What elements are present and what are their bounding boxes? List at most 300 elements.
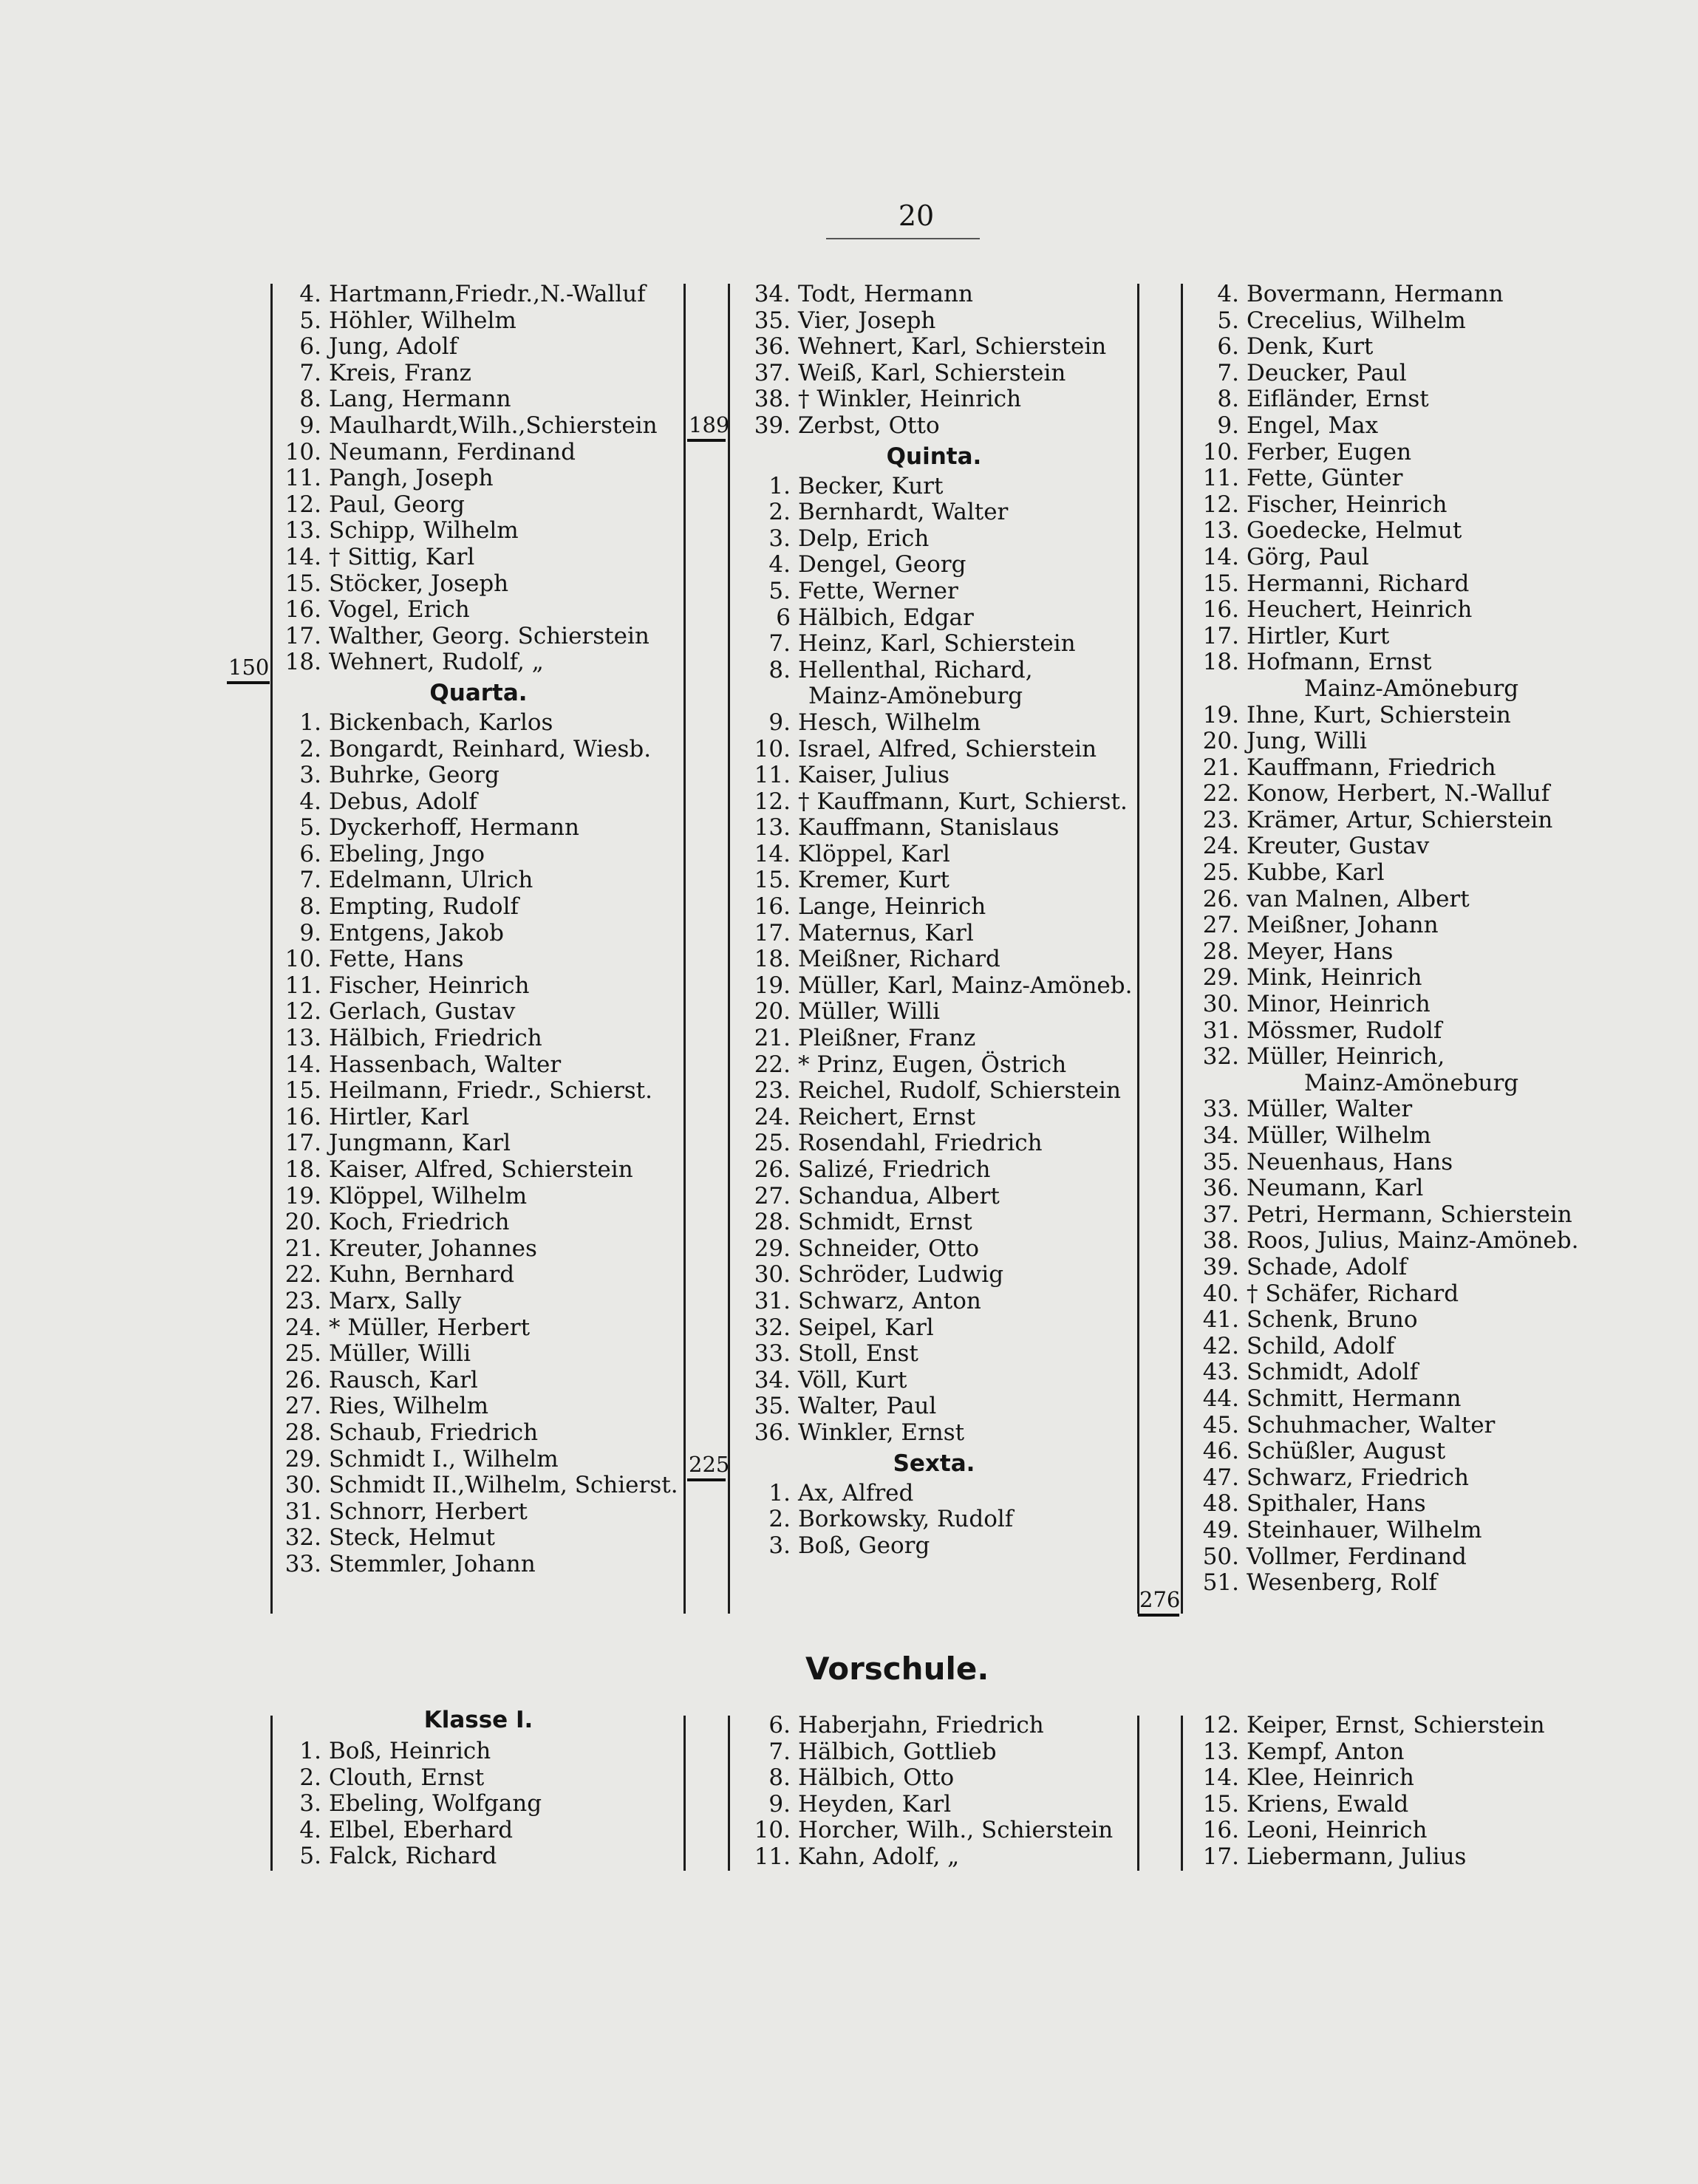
list-item-name: Hellenthal, Richard, — [798, 656, 1033, 683]
list-item — [277, 1473, 680, 1499]
list-item — [734, 499, 1133, 526]
list-item-number: 4. — [1217, 281, 1239, 307]
list-item-name: Dengel, Georg — [798, 551, 966, 579]
list-item — [1187, 386, 1601, 413]
list-item — [1187, 440, 1601, 466]
list-item-number: 18. — [1202, 649, 1239, 676]
list-item — [277, 308, 680, 335]
list-item-name: Falck, Richard — [329, 1843, 497, 1870]
list-item — [734, 413, 1133, 440]
list-item-number: 21. — [1202, 754, 1239, 781]
list-item-number: 5. — [1217, 307, 1239, 334]
list-item-name: Bongardt, Reinhard, Wiesb. — [329, 735, 652, 762]
list-item-number: 9. — [768, 709, 791, 736]
list-item — [734, 579, 1133, 605]
list-item-number: 10. — [284, 946, 321, 973]
list-item — [1187, 1307, 1601, 1334]
student-list-column-1 — [277, 281, 680, 1578]
list-item-number: 21. — [754, 1025, 791, 1052]
list-item — [1187, 755, 1601, 782]
list-item — [1187, 1544, 1601, 1571]
list-item-number: 6. — [1217, 333, 1239, 361]
list-item-name: Hofmann, Ernst — [1247, 649, 1432, 676]
list-item-name: Schade, Adolf — [1247, 1253, 1408, 1280]
list-item-number: 31. — [284, 1498, 321, 1525]
list-item-name: Ihne, Kurt, Schierstein — [1247, 701, 1511, 728]
list-item-name: Petri, Hermann, Schierstein — [1247, 1201, 1572, 1228]
list-item-name: Stoll, Enst — [798, 1340, 918, 1368]
list-item — [734, 921, 1133, 947]
list-item-name: Paul, Georg — [329, 491, 465, 518]
list-item-number: 9. — [768, 1790, 791, 1818]
list-item — [277, 624, 680, 650]
list-item — [277, 973, 680, 1000]
list-item — [1187, 1228, 1601, 1255]
list-item — [734, 281, 1133, 308]
list-item-number: 20. — [1202, 728, 1239, 755]
list-item-name: Schwarz, Anton — [798, 1287, 981, 1314]
list-item — [277, 1052, 680, 1079]
list-item-number: 12. — [284, 491, 321, 518]
column-rule — [270, 284, 273, 1614]
list-item — [1187, 703, 1601, 729]
list-item-number: 18. — [284, 1156, 321, 1183]
list-item-name: Eifländer, Ernst — [1247, 386, 1429, 413]
list-item-number: 48. — [1202, 1490, 1239, 1518]
list-item — [734, 867, 1133, 894]
list-item-name: Walther, Georg. Schierstein — [329, 622, 649, 649]
list-item-number: 12. — [1202, 491, 1239, 518]
list-item-name: Schwarz, Friedrich — [1247, 1464, 1469, 1491]
list-item-name: Schüßler, August — [1247, 1438, 1446, 1465]
list-item-number: 30. — [754, 1261, 791, 1289]
list-item — [734, 973, 1133, 1000]
list-item-number: 22. — [754, 1051, 791, 1078]
list-item-number: 14. — [1202, 543, 1239, 570]
list-item — [1187, 833, 1601, 860]
list-item — [1187, 518, 1601, 545]
list-item — [277, 440, 680, 466]
list-item-number: 14. — [754, 840, 791, 867]
list-item-name: Kempf, Anton — [1247, 1738, 1405, 1765]
list-item-number: 49. — [1202, 1516, 1239, 1543]
list-item — [277, 1289, 680, 1315]
list-item-number: 22. — [284, 1261, 321, 1289]
list-item-number: 1. — [299, 709, 321, 736]
list-item-number: 29. — [1202, 964, 1239, 992]
list-item-number: 19. — [754, 972, 791, 999]
list-item-name: Hermanni, Richard — [1247, 570, 1470, 597]
list-item-name: Minor, Heinrich — [1247, 991, 1431, 1018]
list-item-number: 16. — [284, 596, 321, 624]
list-item-number: 4. — [299, 281, 321, 307]
list-item-number: 24. — [754, 1103, 791, 1130]
list-item — [734, 1393, 1133, 1420]
list-item-number: 30. — [1202, 991, 1239, 1018]
list-item-name: Salizé, Friedrich — [798, 1156, 991, 1183]
list-item — [734, 999, 1133, 1026]
list-item-name: Müller, Willi — [798, 998, 940, 1026]
list-item-number: 51. — [1202, 1569, 1239, 1597]
list-item-number: 17. — [284, 622, 321, 649]
list-item-name: Denk, Kurt — [1247, 333, 1374, 361]
list-item-number: 44. — [1202, 1385, 1239, 1412]
list-item-number: 27. — [284, 1393, 321, 1420]
list-item — [277, 1209, 680, 1236]
list-item — [1187, 1359, 1601, 1386]
list-item-name: † Schäfer, Richard — [1247, 1280, 1459, 1307]
list-item — [277, 571, 680, 598]
list-item-name: Kuhn, Bernhard — [329, 1261, 515, 1289]
list-item-number: 29. — [754, 1235, 791, 1262]
list-item — [1187, 465, 1601, 492]
list-item — [734, 1368, 1133, 1394]
list-item — [734, 1844, 1133, 1871]
list-item — [734, 1236, 1133, 1263]
list-item-name: Neuenhaus, Hans — [1247, 1148, 1453, 1175]
list-item — [1187, 887, 1601, 913]
list-item — [1187, 1491, 1601, 1518]
list-item-number: 5. — [299, 307, 321, 334]
list-item-number: 7. — [299, 867, 321, 894]
list-item-number: 22. — [1202, 780, 1239, 808]
list-item-name: Spithaler, Hans — [1247, 1490, 1426, 1518]
list-item — [277, 710, 680, 737]
section-heading: Quarta. — [429, 679, 528, 706]
list-item — [734, 1481, 1133, 1507]
list-item — [734, 526, 1133, 553]
page-number-rule — [826, 238, 980, 239]
list-item — [734, 631, 1133, 658]
list-item-name: Schneider, Otto — [798, 1235, 980, 1262]
list-item — [734, 1052, 1133, 1079]
list-item-name: Empting, Rudolf — [329, 893, 519, 921]
list-item-number: 25. — [284, 1340, 321, 1368]
list-item-number: 18. — [754, 946, 791, 973]
list-item-number: 41. — [1202, 1306, 1239, 1334]
list-item-number: 29. — [284, 1445, 321, 1473]
list-item-name: Elbel, Eberhard — [329, 1816, 514, 1843]
list-item-number: 12. — [754, 788, 791, 815]
list-item — [277, 1447, 680, 1473]
list-item-name: Crecelius, Wilhelm — [1247, 307, 1466, 334]
list-item-number: 35. — [754, 1393, 791, 1420]
list-item-name: Meißner, Johann — [1247, 912, 1439, 939]
section-heading: Sexta. — [893, 1450, 975, 1477]
list-item — [734, 1341, 1133, 1368]
list-item-number: 35. — [754, 307, 791, 334]
list-item-number: 2. — [768, 499, 791, 526]
list-item-number: 3. — [768, 525, 791, 552]
list-item-number: 4. — [299, 788, 321, 815]
list-item-number: 16. — [754, 893, 791, 921]
list-item-number: 12. — [284, 998, 321, 1026]
list-item-name: Fette, Hans — [329, 946, 464, 973]
list-item-number: 6 — [776, 604, 791, 631]
list-item-number: 36. — [754, 333, 791, 361]
list-item — [277, 413, 680, 440]
list-item-name: Hälbich, Otto — [798, 1764, 955, 1792]
list-item-number: 33. — [1202, 1096, 1239, 1123]
list-item-name: Klee, Heinrich — [1247, 1764, 1414, 1792]
list-item-number: 26. — [284, 1366, 321, 1393]
list-item-name: † Sittig, Karl — [329, 543, 475, 570]
list-item-name: Buhrke, Georg — [329, 762, 499, 789]
list-item-name: Müller, Heinrich, — [1247, 1043, 1445, 1071]
list-item — [277, 867, 680, 894]
list-item-name: Schuhmacher, Walter — [1247, 1411, 1496, 1439]
list-item-name: Fette, Werner — [798, 577, 958, 604]
list-item-number: 18. — [284, 649, 321, 676]
list-item-number: 36. — [754, 1419, 791, 1446]
list-item-number: 3. — [299, 762, 321, 789]
class-total-rule — [687, 439, 726, 442]
list-item-name: Rosendahl, Friedrich — [798, 1130, 1043, 1157]
list-item — [277, 1184, 680, 1210]
list-item-name: Meyer, Hans — [1247, 938, 1394, 965]
list-item — [734, 1078, 1133, 1105]
list-item — [277, 999, 680, 1026]
list-item-number: 6. — [299, 333, 321, 361]
list-item-number: 21. — [284, 1235, 321, 1262]
list-item-number: 14. — [284, 1051, 321, 1078]
list-item-number: 25. — [1202, 859, 1239, 887]
list-item-name: Kahn, Adolf, „ — [798, 1843, 960, 1870]
list-item — [277, 281, 680, 308]
list-item-name: Keiper, Ernst, Schierstein — [1247, 1712, 1545, 1738]
list-item-number: 6. — [299, 840, 321, 867]
list-item-name: Lang, Hermann — [329, 386, 511, 413]
list-item-name: Roos, Julius, Mainz-Amöneb. — [1247, 1227, 1579, 1255]
list-item-number: 17. — [284, 1130, 321, 1157]
list-item-number: 13. — [284, 1025, 321, 1052]
list-item-name: Kremer, Kurt — [798, 867, 949, 894]
list-item — [277, 1368, 680, 1394]
list-item — [1187, 1018, 1601, 1045]
list-item — [1187, 1765, 1601, 1792]
list-item — [277, 737, 680, 763]
list-item — [734, 1713, 1133, 1739]
list-item — [1187, 808, 1601, 834]
list-item-name: Neumann, Karl — [1247, 1175, 1424, 1202]
list-item — [1187, 1150, 1601, 1176]
list-item — [1187, 597, 1601, 624]
list-item — [277, 1078, 680, 1105]
list-item — [277, 1236, 680, 1263]
list-item-name: Lange, Heinrich — [798, 893, 986, 921]
list-item — [277, 649, 680, 676]
list-item-number: 16. — [284, 1103, 321, 1130]
list-item-name: Schmidt, Adolf — [1247, 1359, 1419, 1386]
list-item-number: 17. — [1202, 1843, 1239, 1870]
column-rule — [270, 1716, 273, 1871]
list-item — [277, 1393, 680, 1420]
list-item-number: 28. — [1202, 938, 1239, 965]
list-item — [1187, 413, 1601, 440]
list-item-name: Meißner, Richard — [798, 946, 1000, 973]
list-item — [277, 1738, 680, 1765]
column-rule — [1137, 1716, 1139, 1871]
list-item-name: Seipel, Karl — [798, 1314, 934, 1341]
list-item-number: 38. — [754, 386, 791, 413]
list-item — [277, 1130, 680, 1157]
list-item-name: Boß, Georg — [798, 1532, 930, 1559]
list-item — [1187, 334, 1601, 361]
list-item — [1187, 1123, 1601, 1150]
list-item-name: Gerlach, Gustav — [329, 998, 516, 1026]
list-item-name: Hälbich, Edgar — [798, 604, 974, 631]
list-item-continuation: Mainz-Amöneburg — [808, 683, 1023, 710]
vorschule-list-column-3 — [1187, 1713, 1601, 1871]
list-item-number: 26. — [1202, 885, 1239, 912]
list-item — [277, 1552, 680, 1578]
list-item-name: Konow, Herbert, N.-Walluf — [1247, 780, 1550, 808]
list-item-number: 8. — [768, 1764, 791, 1792]
list-item-number: 23. — [1202, 806, 1239, 833]
list-item — [734, 710, 1133, 737]
list-item-number: 43. — [1202, 1359, 1239, 1386]
list-item — [277, 762, 680, 789]
list-item-number: 11. — [754, 1843, 791, 1870]
list-item-name: † Kauffmann, Kurt, Schierst. — [798, 788, 1128, 815]
list-item-number: 11. — [284, 465, 321, 492]
list-item — [1187, 1334, 1601, 1360]
list-item-number: 7. — [768, 630, 791, 658]
column-rule — [683, 284, 686, 1614]
list-item-number: 8. — [299, 893, 321, 921]
list-item-name: Koch, Friedrich — [329, 1209, 510, 1236]
list-item-number: 9. — [299, 412, 321, 439]
list-item-name: Vier, Joseph — [798, 307, 936, 334]
list-item-continuation: Mainz-Amöneburg — [1304, 675, 1519, 702]
list-item-name: Hesch, Wilhelm — [798, 709, 981, 736]
list-item-name: Reichel, Rudolf, Schierstein — [798, 1077, 1121, 1105]
list-item-name: Weiß, Karl, Schierstein — [798, 359, 1066, 386]
list-item — [734, 842, 1133, 868]
list-item-name: Zerbst, Otto — [798, 412, 940, 439]
list-item-name: Kaiser, Julius — [798, 762, 950, 789]
list-item — [1187, 912, 1601, 939]
list-item — [734, 1184, 1133, 1210]
list-item-name: Rausch, Karl — [329, 1366, 478, 1393]
list-item-number: 7. — [768, 1738, 791, 1765]
vorschule-list-column-2 — [734, 1713, 1133, 1871]
list-item-name: Marx, Sally — [329, 1287, 462, 1314]
list-item-name: Edelmann, Ulrich — [329, 867, 533, 894]
list-item-number: 5. — [299, 814, 321, 842]
list-item-number: 28. — [754, 1209, 791, 1236]
list-item-number: 8. — [299, 386, 321, 413]
list-item — [1187, 939, 1601, 966]
list-item — [277, 597, 680, 624]
list-item-number: 19. — [1202, 701, 1239, 728]
list-item-number: 10. — [284, 438, 321, 465]
list-item-name: Ferber, Eugen — [1247, 438, 1412, 465]
list-item — [277, 921, 680, 947]
list-item-number: 11. — [1202, 465, 1239, 492]
list-item-number: 10. — [1202, 438, 1239, 465]
class-total-rule — [687, 1478, 726, 1481]
list-item-name: Kriens, Ewald — [1247, 1790, 1409, 1818]
list-item — [734, 361, 1133, 387]
list-item-number: 17. — [754, 919, 791, 946]
list-item-number: 27. — [754, 1182, 791, 1209]
list-item-name: Schmidt I., Wilhelm — [329, 1445, 559, 1473]
list-item — [277, 1499, 680, 1526]
list-item-number: 1. — [768, 472, 791, 499]
list-item-name: Hälbich, Friedrich — [329, 1025, 542, 1052]
list-item-name: Ebeling, Wolfgang — [329, 1790, 542, 1818]
list-item-number: 15. — [284, 1077, 321, 1105]
list-item-name: Fette, Günter — [1247, 465, 1403, 492]
list-item-number: 17. — [1202, 622, 1239, 649]
list-item-number: 40. — [1202, 1280, 1239, 1307]
list-item-number: 11. — [284, 972, 321, 999]
list-item-name: Debus, Adolf — [329, 788, 477, 815]
list-item-name: Hälbich, Gottlieb — [798, 1738, 997, 1765]
list-item-name: Wesenberg, Rolf — [1247, 1569, 1437, 1597]
list-item-name: Bickenbach, Karlos — [329, 709, 553, 736]
class-total: 225 — [689, 1452, 730, 1477]
list-item — [734, 815, 1133, 842]
list-item — [277, 789, 680, 816]
list-item-number: 32. — [754, 1314, 791, 1341]
list-item — [1187, 1439, 1601, 1465]
list-item-name: † Winkler, Heinrich — [798, 386, 1022, 413]
list-item — [1187, 361, 1601, 387]
list-item — [734, 1105, 1133, 1131]
list-item-name: Maternus, Karl — [798, 919, 974, 946]
list-item-number: 10. — [754, 1817, 791, 1844]
list-item-number: 20. — [754, 998, 791, 1026]
list-item — [277, 842, 680, 868]
list-item-continuation: Mainz-Amöneburg — [1304, 1069, 1519, 1096]
list-item — [734, 308, 1133, 335]
list-item-name: Reichert, Ernst — [798, 1103, 976, 1130]
list-item-name: Todt, Hermann — [798, 281, 973, 307]
list-item-name: Schmidt II.,Wilhelm, Schierst. — [329, 1472, 678, 1499]
list-item — [734, 386, 1133, 413]
list-item-name: Clouth, Ernst — [329, 1764, 485, 1791]
list-item — [734, 737, 1133, 763]
list-item — [734, 1792, 1133, 1818]
list-item-number: 39. — [1202, 1253, 1239, 1280]
list-item — [734, 474, 1133, 500]
list-item-name: Mink, Heinrich — [1247, 964, 1422, 992]
list-item-number: 34. — [754, 281, 791, 307]
list-item — [1187, 781, 1601, 808]
list-item — [1187, 1044, 1601, 1071]
vorschule-heading: Vorschule. — [805, 1651, 989, 1687]
list-item-name: Deucker, Paul — [1247, 359, 1407, 386]
list-item — [1187, 860, 1601, 887]
list-item-name: Klöppel, Wilhelm — [329, 1182, 528, 1209]
list-item-name: Entgens, Jakob — [329, 919, 505, 946]
list-item — [734, 658, 1133, 684]
column-rule — [683, 1716, 686, 1871]
list-item-number: 26. — [754, 1156, 791, 1183]
list-item-name: Bernhardt, Walter — [798, 499, 1009, 526]
list-item-name: Goedecke, Helmut — [1247, 517, 1462, 545]
list-item — [277, 1105, 680, 1131]
list-item-name: Jung, Adolf — [329, 333, 458, 361]
list-item — [277, 1765, 680, 1792]
list-item-number: 1. — [768, 1479, 791, 1506]
list-item-number: 32. — [284, 1524, 321, 1552]
list-item-name: Völl, Kurt — [798, 1366, 907, 1393]
list-item-name: Walter, Paul — [798, 1393, 937, 1420]
list-item-number: 37. — [754, 359, 791, 386]
